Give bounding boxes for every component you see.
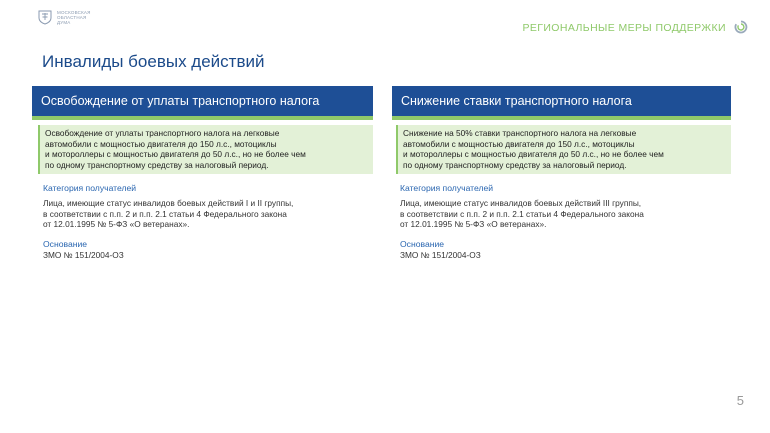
measure-card-reduction — [392, 86, 731, 260]
category-text — [400, 198, 731, 229]
description-line: и мотороллеры с мощностью двигателя до 50 л.с., но не более чем — [45, 149, 306, 160]
description-line: автомобили с мощностью двигателя до 150 л.с., мотоциклы — [45, 138, 277, 149]
logo — [38, 9, 91, 25]
card-description — [38, 125, 373, 174]
section-title: РЕГИОНАЛЬНЫЕ МЕРЫ ПОДДЕРЖКИ — [522, 22, 726, 34]
circle-arrow-icon — [734, 20, 748, 39]
basis-label: Основание — [43, 238, 88, 249]
page-number: 5 — [736, 393, 744, 408]
description-line: по одному транспортному средству за налоговый период. — [403, 159, 627, 170]
description-line: автомобили с мощностью двигателя до 150 л.с., мотоциклы — [403, 138, 635, 149]
category-line: Лица, имеющие статус инвалидов боевых действий III группы, — [400, 198, 642, 209]
category-line: от 12.01.1995 № 5-ФЗ «О ветеранах». — [400, 219, 547, 230]
basis-text: ЗМО № 151/2004-ОЗ — [400, 249, 481, 260]
coat-of-arms-icon — [38, 9, 52, 25]
category-label: Категория получателей — [400, 183, 494, 194]
measure-card-exemption — [32, 86, 373, 260]
category-line: в соответствии с п.п. 2 и п.п. 2.1 статьи 4 Федерального закона — [400, 208, 644, 219]
category-line: от 12.01.1995 № 5-ФЗ «О ветеранах». — [43, 219, 190, 230]
description-line: по одному транспортному средству за налоговый период. — [45, 159, 269, 170]
category-line: в соответствии с п.п. 2 и п.п. 2.1 статьи 4 Федерального закона — [43, 208, 287, 219]
card-header: Снижение ставки транспортного налога — [392, 86, 731, 120]
logo-text — [57, 10, 91, 25]
logo-line: ОБЛАСТНАЯ — [57, 14, 87, 20]
logo-line: ДУМА — [57, 19, 71, 25]
card-header: Освобождение от уплаты транспортного налога — [32, 86, 373, 120]
logo-line: МОСКОВСКАЯ — [57, 9, 91, 15]
card-description — [396, 125, 731, 174]
category-line: Лица, имеющие статус инвалидов боевых действий I и II группы, — [43, 198, 294, 209]
basis-label: Основание — [400, 238, 445, 249]
description-line: Снижение на 50% ставки транспортного налога на легковые — [403, 128, 637, 138]
category-text — [43, 198, 373, 229]
category-label: Категория получателей — [43, 183, 137, 194]
basis-text: ЗМО № 151/2004-ОЗ — [43, 249, 124, 260]
page-title: Инвалиды боевых действий — [42, 52, 265, 71]
description-line: Освобождение от уплаты транспортного налога на легковые — [45, 128, 280, 138]
description-line: и мотороллеры с мощностью двигателя до 50 л.с., но не более чем — [403, 149, 664, 160]
